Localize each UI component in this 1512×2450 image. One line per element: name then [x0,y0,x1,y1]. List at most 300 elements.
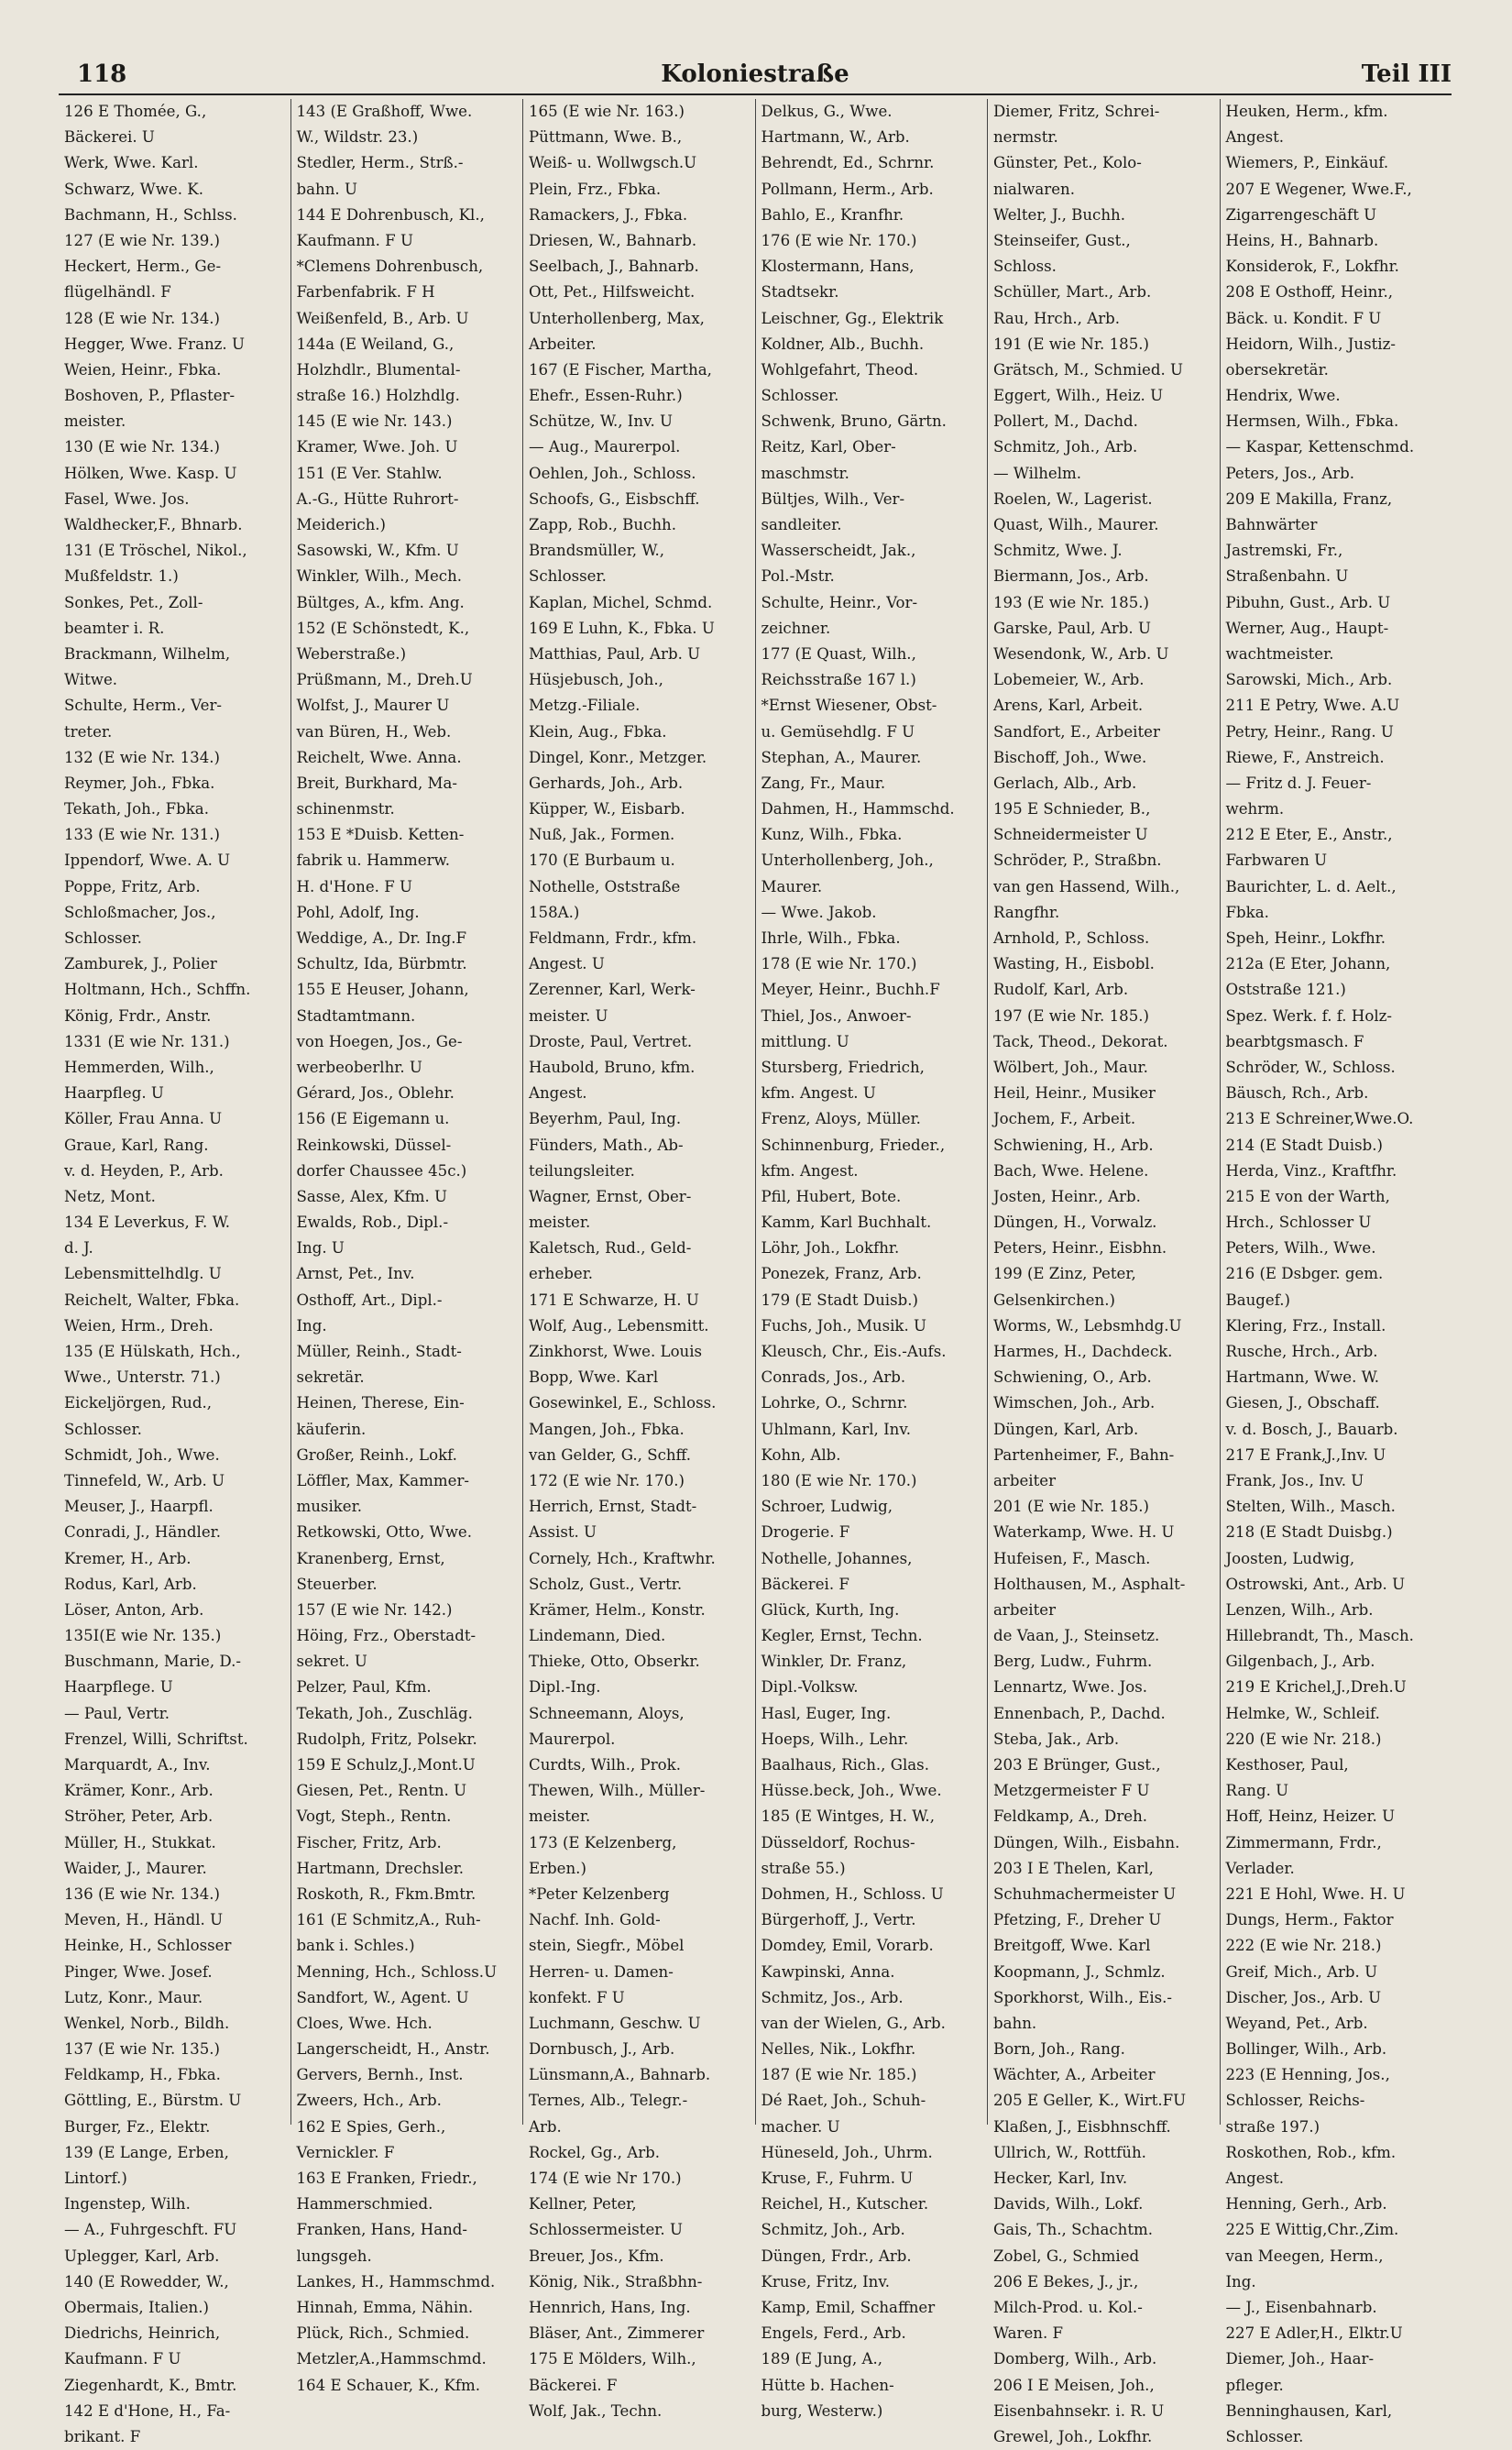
directory-entry-line: van gen Hassend, Wilh., [993,877,1180,895]
directory-entry-line: Rudolf, Karl, Arb. [993,981,1129,999]
directory-entry-line: Biermann, Jos., Arb. [993,567,1149,586]
page-title: Koloniestraße [661,60,849,88]
directory-entry-line: Arnhold, P., Schloss. [993,929,1150,947]
directory-entry-line: Frank, Jos., Inv. U [1225,1471,1364,1489]
columns-container [59,99,1452,2445]
directory-entry-line: straße 16.) Holzhdlg. [296,387,460,405]
directory-entry-line: Kamp, Emil, Schaffner [761,2298,936,2316]
directory-entry-line: Reitz, Karl, Ober- [761,438,896,456]
directory-entry-line: Uplegger, Karl, Arb. [64,2247,220,2265]
directory-entry-line: macher. U [761,2117,840,2136]
directory-entry-line: 174 (E wie Nr 170.) [529,2170,682,2187]
directory-entry-line: Leischner, Gg., Elektrik [761,309,944,327]
directory-entry-line: Metzler,A.,Hammschmd. [296,2350,487,2368]
directory-entry-line: Retkowski, Otto, Wwe. [296,1523,472,1542]
directory-entry-line: 199 (E Zinz, Peter, [993,1265,1136,1283]
directory-entry-line: konfekt. F U [529,1988,625,2006]
directory-entry-line: 222 (E wie Nr. 218.) [1225,1937,1382,1955]
directory-entry-line: 126 E Thomée, G., [64,103,207,120]
directory-entry-line: Ing. [296,1316,327,1335]
directory-entry-line: 159 E Schulz,J.,Mont.U [296,1756,476,1774]
directory-entry-line: mittlung. U [761,1032,849,1050]
directory-entry-line: Bischoff, Joh., Wwe. [993,748,1147,766]
directory-entry-line: bahn. [993,2014,1037,2032]
directory-entry-line: Haubold, Bruno, kfm. [529,1058,696,1076]
directory-entry-line: 177 (E Quast, Wilh., [761,644,916,663]
directory-entry-line: Eickeljörgen, Rud., [64,1394,212,1412]
directory-entry-line: Nothelle, Johannes, [761,1549,913,1567]
directory-entry-line: 206 E Bekes, J., jr., [993,2272,1139,2291]
directory-entry-line: — Wilhelm. [993,464,1082,482]
directory-entry-line: Kramer, Wwe. Joh. U [296,438,458,456]
directory-entry-line: Baugef.) [1225,1291,1291,1309]
directory-entry-line: Ziegenhardt, K., Bmtr. [64,2376,237,2394]
directory-entry-line: Tack, Theod., Dekorat. [993,1032,1168,1050]
directory-entry-line: Zinkhorst, Wwe. Louis [529,1343,703,1360]
directory-entry-line: burg, Westerw.) [761,2401,883,2420]
directory-entry-line: Unterhollenberg, Max, [529,309,705,327]
directory-entry-line: Schmitz, Joh., Arb. [761,2221,905,2239]
directory-entry-line: 223 (E Henning, Jos., [1225,2066,1390,2084]
directory-entry-line: Küpper, W., Eisbarb. [529,800,685,818]
directory-entry-line: Meiderich.) [296,516,387,533]
directory-entry-line: kfm. Angest. U [761,1084,876,1103]
directory-entry-line: Wolf, Aug., Lebensmitt. [529,1316,709,1335]
directory-entry-line: Langerscheidt, H., Anstr. [296,2040,490,2059]
directory-entry-line: Farbwaren U [1225,851,1328,870]
directory-entry-line: Konsiderok, F., Lokfhr. [1225,258,1399,276]
directory-entry-line: Josten, Heinr., Arb. [993,1187,1141,1205]
directory-entry-line: Stadtamtmann. [296,1006,416,1025]
directory-entry-line: Koopmann, J., Schmlz. [993,1962,1166,1981]
directory-entry-line: sekret. U [296,1653,367,1671]
directory-entry-line: Rudolph, Fritz, Polsekr. [296,1730,477,1748]
directory-entry-line: meister. [64,412,126,431]
directory-entry-line: Helmke, W., Schleif. [1225,1704,1380,1722]
directory-entry-line: Schwenk, Bruno, Gärtn. [761,412,947,431]
directory-entry-line: Wölbert, Joh., Maur. [993,1058,1148,1076]
directory-entry-line: Heinen, Therese, Ein- [296,1394,465,1412]
directory-entry-line: obersekretär. [1225,360,1329,379]
directory-entry-line: stein, Siegfr., Möbel [529,1937,685,1955]
directory-entry-line: Greif, Mich., Arb. U [1225,1962,1378,1981]
directory-entry-line: Düsseldorf, Rochus- [761,1833,915,1851]
directory-entry-line: Haarpflege. U [64,1678,173,1697]
directory-entry-line: Mußfeldstr. 1.) [64,567,179,586]
directory-entry-line: Bollinger, Wilh., Arb. [1225,2040,1387,2059]
directory-entry-line: Giesen, J., Obschaff. [1225,1394,1380,1412]
directory-entry-line: Kawpinski, Anna. [761,1962,895,1981]
directory-entry-line: Assist. U [529,1523,597,1542]
directory-entry-line: Cloes, Wwe. Hch. [296,2014,433,2032]
directory-entry-line: Waterkamp, Wwe. H. U [993,1523,1175,1542]
directory-entry-line: bahn. U [296,180,357,198]
directory-entry-line: Feldkamp, A., Dreh. [993,1807,1148,1826]
directory-entry-line: — A., Fuhrgeschft. FU [64,2221,237,2239]
directory-entry-line: Angest. [529,1084,587,1103]
directory-entry-line: Meven, H., Händl. U [64,1911,224,1929]
directory-entry-line: 127 (E wie Nr. 139.) [64,231,221,249]
directory-entry-line: Großer, Reinh., Lokf. [296,1445,457,1464]
directory-entry-line: pfleger. [1225,2376,1284,2394]
directory-entry-line: König, Nik., Straßbhn- [529,2272,703,2291]
directory-entry-line: Klein, Aug., Fbka. [529,722,667,741]
directory-entry-line: 144 E Dohrenbusch, Kl., [296,205,485,224]
directory-entry-line: Harmes, H., Dachdeck. [993,1343,1173,1360]
directory-entry-line: Zobel, G., Schmied [993,2247,1140,2265]
directory-entry-line: Menning, Hch., Schloss.U [296,1962,498,1981]
directory-entry-line: Dingel, Konr., Metzger. [529,748,707,766]
directory-entry-line: Ternes, Alb., Telegr.- [529,2092,688,2110]
directory-entry-line: 211 E Petry, Wwe. A.U [1225,697,1400,715]
directory-entry-line: Hrch., Schlosser U [1225,1214,1372,1232]
directory-entry-line: Pohl, Adolf, Ing. [296,903,420,921]
directory-entry-line: Brandsmüller, W., [529,542,665,560]
directory-entry-line: 219 E Krichel,J.,Dreh.U [1225,1678,1407,1697]
directory-entry-line: Davids, Wilh., Lokf. [993,2195,1144,2214]
directory-entry-line: von Hoegen, Jos., Ge- [296,1032,463,1050]
directory-entry-line: v. d. Heyden, P., Arb. [64,1161,224,1180]
column-1 [59,99,291,2445]
directory-entry-line: Dohmen, H., Schloss. U [761,1884,944,1903]
directory-entry-line: Bopp, Wwe. Karl [529,1368,659,1387]
directory-entry-line: 215 E von der Warth, [1225,1187,1390,1205]
directory-entry-line: Quast, Wilh., Maurer. [993,516,1159,533]
directory-entry-line: 203 E Brünger, Gust., [993,1756,1161,1774]
directory-entry-line: Kleusch, Chr., Eis.-Aufs. [761,1343,947,1360]
directory-entry-line: Wiemers, P., Einkäuf. [1225,154,1389,172]
directory-entry-line: Boshoven, P., Pflaster- [64,387,236,405]
directory-entry-line: Düngen, Wilh., Eisbahn. [993,1833,1180,1851]
directory-entry-line: Nothelle, Oststraße [529,877,681,895]
directory-entry-line: Ingenstep, Wilh. [64,2195,191,2214]
directory-entry-line: 133 (E wie Nr. 131.) [64,826,221,844]
directory-entry-line: Schröder, P., Straßbn. [993,851,1162,870]
directory-entry-line: 193 (E wie Nr. 185.) [993,593,1150,611]
directory-entry-line: Heckert, Herm., Ge- [64,258,222,276]
directory-entry-line: Bültges, A., kfm. Ang. [296,593,465,611]
directory-entry-line: Fünders, Math., Ab- [529,1136,684,1154]
directory-entry-line: Discher, Jos., Arb. U [1225,1988,1382,2006]
directory-entry-line: Peters, Wilh., Wwe. [1225,1239,1376,1258]
directory-entry-line: 206 I E Meisen, Joh., [993,2376,1155,2394]
directory-entry-line: Düngen, Karl, Arb. [993,1420,1139,1438]
directory-entry-line: Unterhollenberg, Joh., [761,851,934,870]
directory-entry-line: Schulte, Heinr., Vor- [761,593,918,611]
directory-entry-line: Heuken, Herm., kfm. [1225,103,1388,120]
directory-entry-line: Cornely, Hch., Kraftwhr. [529,1549,716,1567]
directory-entry-line: Marquardt, A., Inv. [64,1756,211,1774]
directory-entry-line: Domberg, Wilh., Arb. [993,2350,1157,2368]
directory-entry-line: Winkler, Wilh., Mech. [296,567,463,586]
directory-entry-line: Kohn, Alb. [761,1445,841,1464]
directory-entry-line: Schultz, Ida, Bürbmtr. [296,955,467,973]
directory-entry-line: Waldhecker,F., Bhnarb. [64,516,243,533]
directory-entry-line: bearbtgsmasch. F [1225,1032,1364,1050]
directory-entry-line: Gérard, Jos., Oblehr. [296,1084,455,1103]
directory-entry-line: Farbenfabrik. F H [296,283,435,302]
directory-entry-line: Krämer, Helm., Konstr. [529,1600,706,1619]
directory-entry-line: Seelbach, J., Bahnarb. [529,258,699,276]
directory-entry-line: Kaufmann. F U [296,231,413,249]
directory-entry-line: Grätsch, M., Schmied. U [993,360,1183,379]
directory-entry-line: Conrads, Jos., Arb. [761,1368,906,1387]
directory-entry-line: Lohrke, O., Schrnr. [761,1394,908,1412]
directory-entry-line: Kesthoser, Paul, [1225,1756,1349,1774]
directory-entry-line: Roskoth, R., Fkm.Bmtr. [296,1884,477,1903]
directory-entry-line: Bach, Wwe. Helene. [993,1161,1149,1180]
directory-entry-line: Henning, Gerh., Arb. [1225,2195,1387,2214]
directory-entry-line: Schroer, Ludwig, [761,1498,893,1516]
directory-entry-line: Schlosser. [64,1420,142,1438]
directory-entry-line: Hecker, Karl, Inv. [993,2170,1128,2187]
directory-entry-line: Tekath, Joh., Fbka. [64,800,209,818]
directory-entry-line: Frenzel, Willi, Schriftst. [64,1730,248,1748]
directory-entry-line: Hüneseld, Joh., Uhrm. [761,2143,933,2161]
directory-entry-line: nialwaren. [993,180,1076,198]
directory-entry-line: v. d. Bosch, J., Bauarb. [1225,1420,1398,1438]
directory-entry-line: Franken, Hans, Hand- [296,2221,468,2239]
directory-entry-line: 227 E Adler,H., Elktr.U [1225,2324,1403,2343]
directory-entry-line: Göttling, E., Bürstm. U [64,2092,242,2110]
directory-entry-line: schinenmstr. [296,800,395,818]
directory-entry-line: nermstr. [993,128,1058,147]
directory-entry-line: 155 E Heuser, Johann, [296,981,469,999]
directory-entry-line: Werner, Aug., Haupt- [1225,619,1389,637]
directory-entry-line: Breitgoff, Wwe. Karl [993,1937,1151,1955]
directory-entry-line: — Paul, Vertr. [64,1704,170,1722]
directory-entry-line: Püttmann, Wwe. B., [529,128,683,147]
directory-entry-line: Thieke, Otto, Obserkr. [529,1653,700,1671]
directory-entry-line: Sasowski, W., Kfm. U [296,542,459,560]
directory-entry-line: Kegler, Ernst, Techn. [761,1627,923,1645]
directory-entry-line: 157 (E wie Nr. 142.) [296,1600,453,1619]
directory-entry-line: Gais, Th., Schachtm. [993,2221,1153,2239]
directory-entry-line: Oehlen, Joh., Schloss. [529,464,696,482]
directory-entry-line: Vernickler. F [296,2143,395,2161]
directory-entry-line: 143 (E Graßhoff, Wwe. [296,103,473,120]
directory-entry-line: Ponezek, Franz, Arb. [761,1265,922,1283]
directory-entry-line: Höing, Frz., Oberstadt- [296,1627,477,1645]
column-3 [523,99,756,2420]
directory-entry-line: Garske, Paul, Arb. U [993,619,1151,637]
directory-entry-line: Gerlach, Alb., Arb. [993,774,1137,792]
directory-entry-line: Schloßmacher, Jos., [64,903,216,921]
directory-entry-line: van Büren, H., Web. [296,722,452,741]
directory-entry-line: Pollmann, Herm., Arb. [761,180,934,198]
directory-entry-line: 132 (E wie Nr. 134.) [64,748,221,766]
directory-entry-line: Hütte b. Hachen- [761,2376,894,2394]
directory-entry-line: Maurerpol. [529,1730,616,1748]
directory-entry-line: straße 197.) [1225,2117,1320,2136]
directory-entry-line: 172 (E wie Nr. 170.) [529,1471,685,1489]
column-6 [1221,99,1452,2445]
directory-entry-line: flügelhändl. F [64,283,171,302]
directory-entry-line: Breuer, Jos., Kfm. [529,2247,664,2265]
directory-entry-line: Kranenberg, Ernst, [296,1549,445,1567]
directory-entry-line: Weiß- u. Wollwgsch.U [529,154,697,172]
directory-entry-line: Pibuhn, Gust., Arb. U [1225,593,1391,611]
directory-entry-line: Oststraße 121.) [1225,981,1346,999]
directory-entry-line: Gelsenkirchen.) [993,1291,1115,1309]
directory-entry-line: meister. [529,1807,591,1826]
directory-entry-line: Schlosser. [529,567,607,586]
directory-entry-line: Krämer, Konr., Arb. [64,1782,214,1800]
directory-entry-line: Weien, Hrm., Dreh. [64,1316,214,1335]
directory-entry-line: Wolfst, J., Maurer U [296,697,450,715]
directory-entry-line: käuferin. [296,1420,367,1438]
directory-entry-line: 128 (E wie Nr. 134.) [64,309,221,327]
directory-entry-line: Riewe, F., Anstreich. [1225,748,1385,766]
directory-entry-line: — Aug., Maurerpol. [529,438,681,456]
directory-entry-line: Wwe., Unterstr. 71.) [64,1368,221,1387]
column-2 [291,99,524,2394]
directory-entry-line: Ennenbach, P., Dachd. [993,1704,1166,1722]
directory-entry-line: brikant. F [64,2427,141,2445]
directory-entry-line: Grewel, Joh., Lokfhr. [993,2427,1153,2445]
directory-entry-line: Schlossermeister. U [529,2221,683,2239]
directory-entry-line: 156 (E Eigemann u. [296,1110,450,1128]
directory-entry-line: 144a (E Weiland, G., [296,335,455,353]
column-5 [988,99,1221,2445]
directory-entry-line: 179 (E Stadt Duisb.) [761,1291,918,1309]
directory-entry-line: Spez. Werk. f. f. Holz- [1225,1006,1392,1025]
directory-entry-line: Giesen, Pet., Rentn. U [296,1782,467,1800]
directory-entry-line: 130 (E wie Nr. 134.) [64,438,221,456]
directory-entry-line: Steuerber. [296,1575,378,1593]
directory-entry-line: Bäck. u. Kondit. F U [1225,309,1382,327]
directory-entry-line: Joosten, Ludwig, [1225,1549,1355,1567]
directory-entry-line: Obermais, Italien.) [64,2298,209,2316]
directory-entry-line: Pinger, Wwe. Josef. [64,1962,213,1981]
directory-entry-line: arbeiter [993,1471,1056,1489]
directory-entry-line: 187 (E wie Nr. 185.) [761,2066,917,2084]
directory-entry-line: Schneemann, Aloys, [529,1704,685,1722]
directory-entry-line: Rockel, Gg., Arb. [529,2143,661,2161]
directory-entry-line: 212 E Eter, E., Anstr., [1225,826,1393,844]
directory-entry-line: 167 (E Fischer, Martha, [529,360,712,379]
directory-entry-line: Holzhdlr., Blumental- [296,360,461,379]
directory-entry-line: Reinkowski, Düssel- [296,1136,452,1154]
directory-entry-line: Pfil, Hubert, Bote. [761,1187,902,1205]
directory-entry-line: Fuchs, Joh., Musik. U [761,1316,926,1335]
directory-entry-line: Hartmann, Drechsler. [296,1859,465,1877]
directory-entry-line: Weyand, Pet., Arb. [1225,2014,1368,2032]
directory-entry-line: Rau, Hrch., Arb. [993,309,1121,327]
directory-entry-line: Luchmann, Geschw. U [529,2014,701,2032]
directory-entry-line: Wasting, H., Eisbobl. [993,955,1155,973]
directory-entry-line: *Clemens Dohrenbusch, [296,258,484,276]
directory-entry-line: Wohlgefahrt, Theod. [761,360,919,379]
directory-entry-line: Witwe. [64,671,118,689]
directory-entry-line: wehrm. [1225,800,1285,818]
directory-entry-line: Arens, Karl, Arbeit. [993,697,1144,715]
directory-entry-line: Erben.) [529,1859,586,1877]
directory-entry-line: Löhr, Joh., Lokfhr. [761,1239,900,1258]
directory-entry-line: 218 (E Stadt Duisbg.) [1225,1523,1393,1542]
directory-entry-line: meister. [529,1214,591,1232]
directory-entry-line: 164 E Schauer, K., Kfm. [296,2376,481,2394]
directory-entry-line: 169 E Luhn, K., Fbka. U [529,619,715,637]
directory-entry-line: 139 (E Lange, Erben, [64,2143,229,2161]
directory-entry-line: *Peter Kelzenberg [529,1884,670,1903]
directory-entry-line: 213 E Schreiner,Wwe.O. [1225,1110,1414,1128]
directory-entry-line: Arnst, Pet., Inv. [296,1265,415,1283]
directory-entry-line: Ramackers, J., Fbka. [529,205,688,224]
directory-entry-line: Schuhmachermeister U [993,1884,1177,1903]
directory-entry-line: 170 (E Burbaum u. [529,851,675,870]
directory-entry-line: Bahlo, E., Kranfhr. [761,205,904,224]
directory-entry-line: Bläser, Ant., Zimmerer [529,2324,705,2343]
directory-entry-line: Zamburek, J., Polier [64,955,217,973]
directory-entry-line: 189 (E Jung, A., [761,2350,883,2368]
directory-entry-line: Droste, Paul, Vertret. [529,1032,693,1050]
directory-entry-line: 195 E Schnieder, B., [993,800,1151,818]
directory-entry-line: Feldmann, Frdr., kfm. [529,929,697,947]
directory-entry-line: *Ernst Wiesener, Obst- [761,697,937,715]
directory-entry-line: Ehefr., Essen-Ruhr.) [529,387,683,405]
directory-entry-line: Bäckerei. F [761,1575,849,1593]
directory-entry-line: A.-G., Hütte Ruhrort- [296,489,459,508]
directory-entry-line: 140 (E Rowedder, W., [64,2272,229,2291]
directory-entry-line: Reichelt, Walter, Fbka. [64,1291,240,1309]
directory-entry-line: Hinnah, Emma, Nähin. [296,2298,474,2316]
directory-entry-line: Ott, Pet., Hilfsweicht. [529,283,696,302]
directory-entry-line: Ullrich, W., Rottfüh. [993,2143,1146,2161]
directory-entry-line: Hegger, Wwe. Franz. U [64,335,245,353]
directory-entry-line: werbeoberlhr. U [296,1058,422,1076]
directory-entry-line: Schloss. [993,258,1057,276]
directory-entry-line: Delkus, G., Wwe. [761,103,893,120]
directory-entry-line: 175 E Mölders, Wilh., [529,2350,696,2368]
directory-entry-line: Stadtsekr. [761,283,839,302]
directory-entry-line: Speh, Heinr., Lokfhr. [1225,929,1386,947]
directory-entry-line: 208 E Osthoff, Heinr., [1225,283,1393,302]
directory-entry-line: Roskothen, Rob., kfm. [1225,2143,1397,2161]
directory-entry-line: Sarowski, Mich., Arb. [1225,671,1393,689]
directory-entry-line: Hufeisen, F., Masch. [993,1549,1151,1567]
directory-entry-line: Lankes, H., Hammschmd. [296,2272,496,2291]
directory-entry-line: Plück, Rich., Schmied. [296,2324,470,2343]
directory-entry-line: 205 E Geller, K., Wirt.FU [993,2092,1187,2110]
directory-entry-line: Zigarrengeschäft U [1225,205,1377,224]
directory-entry-line: Pelzer, Paul, Kfm. [296,1678,432,1697]
directory-entry-line: Lennartz, Wwe. Jos. [993,1678,1148,1697]
directory-entry-line: 197 (E wie Nr. 185.) [993,1006,1150,1025]
directory-entry-line: Reichelt, Wwe. Anna. [296,748,462,766]
directory-entry-line: Dipl.-Volksw. [761,1678,859,1697]
directory-entry-line: Peters, Heinr., Eisbhn. [993,1239,1167,1258]
directory-entry-line: Jastremski, Fr., [1225,542,1343,560]
directory-entry-line: Schwarz, Wwe. K. [64,180,203,198]
directory-entry-line: Kamm, Karl Buchhalt. [761,1214,932,1232]
directory-entry-line: — Wwe. Jakob. [761,903,877,921]
directory-entry-line: Heinke, H., Schlosser [64,1937,232,1955]
directory-entry-line: Bäusch, Rch., Arb. [1225,1084,1369,1103]
directory-entry-line: Reichel, H., Kutscher. [761,2195,929,2214]
directory-entry-line: Stursberg, Friedrich, [761,1058,925,1076]
directory-entry-line: Thewen, Wilh., Müller- [529,1782,706,1800]
directory-entry-line: 221 E Hohl, Wwe. H. U [1225,1884,1406,1903]
directory-entry-line: Brackmann, Wilhelm, [64,644,231,663]
directory-entry-line: Steinseifer, Gust., [993,231,1131,249]
directory-entry-line: 191 (E wie Nr. 185.) [993,335,1150,353]
directory-entry-line: 134 E Leverkus, F. W. [64,1214,231,1232]
directory-entry-line: Meuser, J., Haarpfl. [64,1498,214,1516]
directory-entry-line: Schlosser. [1225,2427,1304,2445]
column-4 [756,99,989,2420]
directory-entry-line: 1331 (E wie Nr. 131.) [64,1032,230,1050]
